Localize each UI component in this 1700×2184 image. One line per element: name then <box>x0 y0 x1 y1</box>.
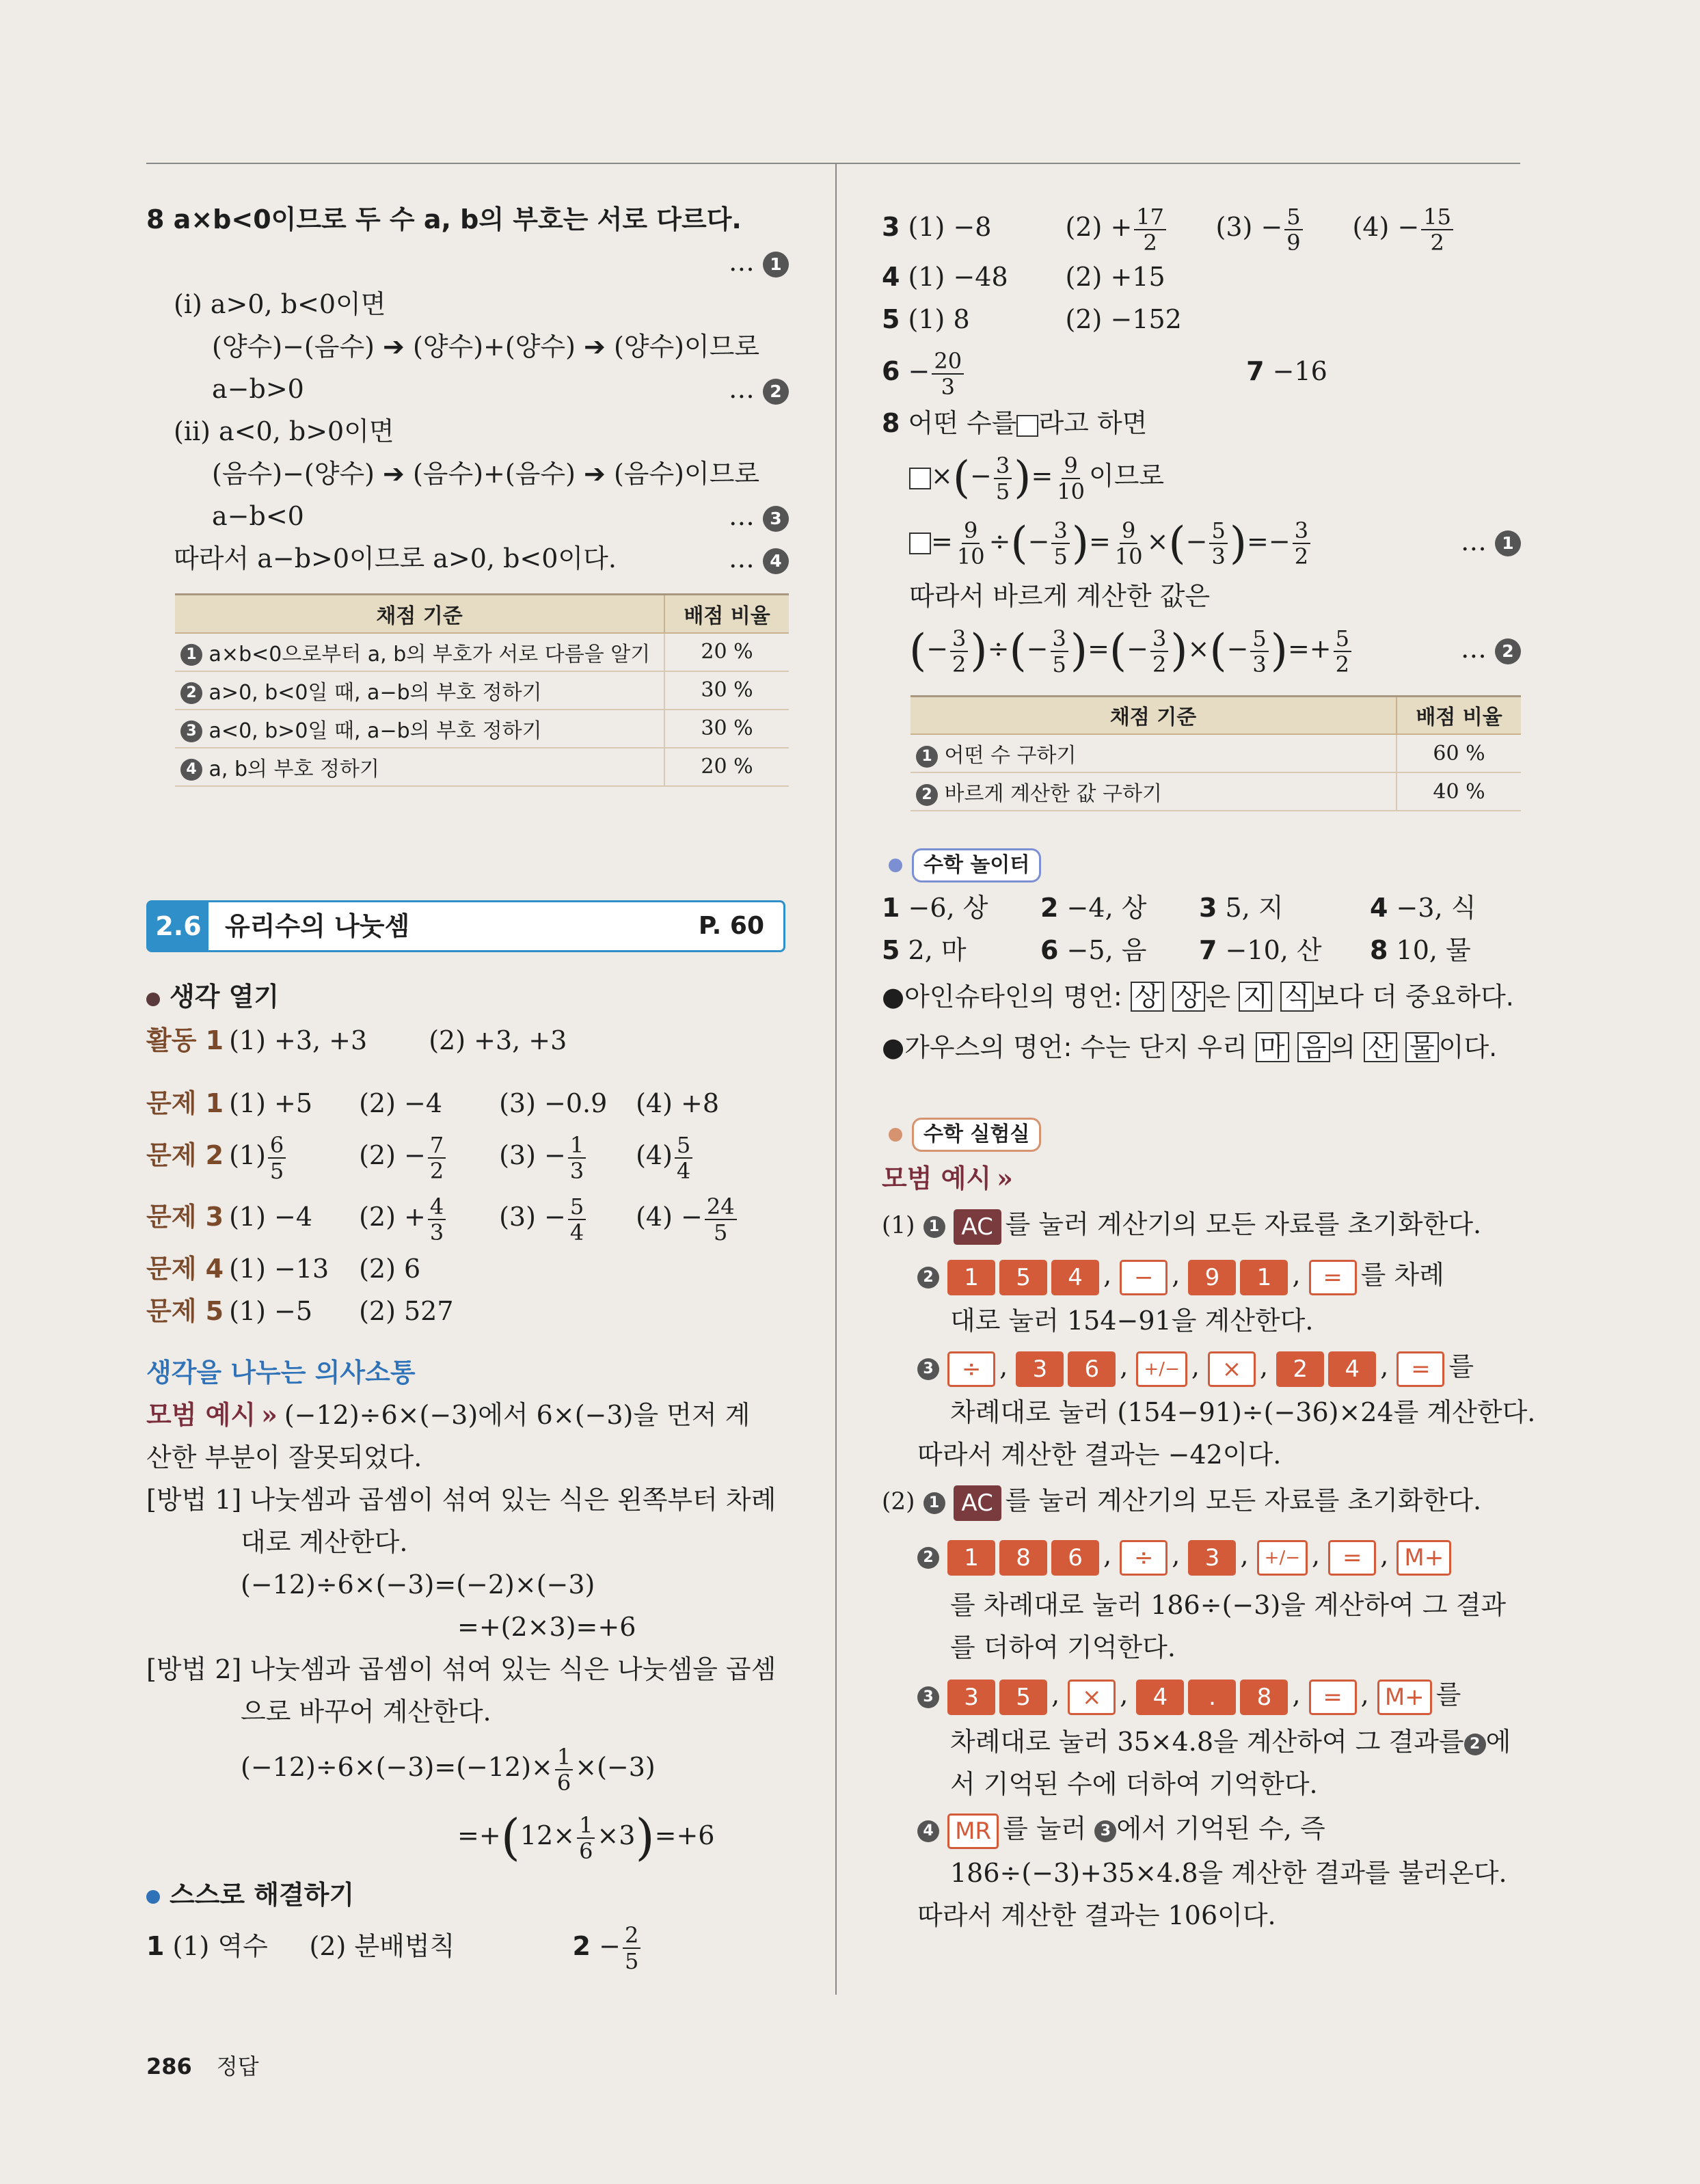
quote-gauss: ●가우스의 명언: 수는 단지 우리 마 음 의 산 물 이다. <box>882 1032 1498 1062</box>
lab-1-step-3b: 차례대로 눌러 (154−91)÷(−36)×24를 계산한다. <box>950 1397 1536 1427</box>
key-equals: = <box>1397 1351 1444 1387</box>
right-column <box>882 198 1536 1937</box>
table-row: 1 어떤 수 구하기 60 % <box>910 734 1521 772</box>
answer-4: 4 (1) −48 (2) +15 <box>882 262 1165 292</box>
step-circle-1: 1 <box>923 1216 945 1238</box>
bullet-icon <box>889 859 902 872</box>
method-2-d: =+(12× $\frac{1}{6}$ ×3)=+6 <box>457 1809 715 1867</box>
step-circle-2: 2 <box>1464 1734 1486 1755</box>
section-page: P. 60 <box>698 912 764 940</box>
case-ii-line: (음수)−(양수) ➔ (음수)+(음수) ➔ (음수)이므로 <box>212 459 760 489</box>
double-chevron-icon: » <box>997 1163 1013 1194</box>
key-1: 1 <box>947 1540 995 1576</box>
bullet-icon <box>146 1890 160 1904</box>
fraction: $\frac{3}{5}$ <box>994 453 1012 504</box>
step-marker-row <box>146 241 789 283</box>
problem-4: 문제 4 (1) −13 (2) 6 <box>146 1254 421 1284</box>
problem-2: 문제 2 (1) $\frac{6}{5}$ (2) − $\frac{7}{2}$ (3) − $\frac{1}{3}$ (4) $\frac{5}{4}$ <box>146 1124 789 1186</box>
top-rule <box>146 163 1520 164</box>
key-4: 4 <box>1328 1351 1376 1387</box>
fraction: $\frac{2}{5}$ <box>623 1923 640 1973</box>
blank-box <box>1016 415 1038 437</box>
eq-2: = $\frac{9}{10}$ ÷(− $\frac{3}{5}$ )= $\frac{9}{10}$ ×(− $\frac{5}{3}$ )=− $\frac{3}{2}$ … 1 <box>882 510 1521 576</box>
lab-2-step-3b: 차례대로 눌러 35×4.8을 계산하여 그 결과를 2 에 <box>950 1727 1511 1757</box>
lab-1-step-2b: 대로 눌러 154−91을 계산한다. <box>950 1306 1314 1336</box>
step-circle-3: 3 <box>763 506 789 532</box>
lab-1-step-3: 3 ÷ , 3 6 , +/− , × , 2 4 , = 를 <box>882 1342 1521 1391</box>
key-4: 4 <box>1051 1260 1099 1295</box>
conclusion: 따라서 a−b>0이므로 a>0, b<0이다. … 4 <box>146 537 789 580</box>
key-plus-minus: +/− <box>1136 1351 1187 1387</box>
left-column <box>146 198 789 787</box>
fraction: $\frac{5}{3}$ <box>1209 518 1227 569</box>
key-m-plus: M+ <box>1397 1540 1451 1576</box>
key-equals: = <box>1328 1540 1376 1576</box>
key-ac: AC <box>954 1485 1001 1521</box>
bullet-icon <box>889 1128 902 1142</box>
step-circle-2: 2 <box>917 1267 939 1289</box>
key-plus-minus: +/− <box>1257 1540 1308 1576</box>
column-divider <box>835 163 837 1995</box>
math-playground-heading: 수학 놀이터 <box>882 839 1521 887</box>
eq-3: (− $\frac{3}{2}$ )÷(− $\frac{3}{5}$ )=(− $\frac{3}{2}$ )×(− $\frac{5}{3}$ )=+ $\frac{5}{2}$ … 2 <box>882 617 1521 683</box>
playground-row-1: 1 −6, 상 2 −4, 상 3 5, 지 4 −3, 식 <box>882 893 1476 923</box>
lab-1-conclusion: 따라서 계산한 결과는 −42이다. <box>917 1440 1282 1470</box>
lab-2-step-1: (2) 1 AC 를 눌러 계산기의 모든 자료를 초기화한다. <box>882 1476 1521 1526</box>
step-circle-1: 1 <box>923 1492 945 1514</box>
fraction: $\frac{1}{6}$ <box>555 1744 573 1795</box>
fraction: $\frac{9}{10}$ <box>956 517 985 569</box>
key-multiply: × <box>1208 1351 1256 1387</box>
method-1-a: [방법 1] 나눗셈과 곱셈이 섞여 있는 식은 왼쪽부터 차례 <box>146 1485 777 1515</box>
section-title: 유리수의 나눗셈 <box>225 911 410 941</box>
step-circle-4: 4 <box>917 1820 939 1842</box>
method-1-b: 대로 계산한다. <box>241 1527 408 1557</box>
eq-1: ×(− $\frac{3}{5}$ )= $\frac{9}{10}$ 이므로 <box>882 444 1521 510</box>
page-number: 286 <box>146 2053 192 2079</box>
key-3: 3 <box>1016 1351 1064 1387</box>
answer-8-intro: 8 어떤 수를 라고 하면 <box>882 408 1148 438</box>
key-5: 5 <box>999 1260 1047 1295</box>
case-i-line: (양수)−(음수) ➔ (양수)+(양수) ➔ (양수)이므로 <box>212 332 760 362</box>
key-1: 1 <box>1240 1260 1288 1295</box>
think-heading: 생각 열기 <box>146 974 789 1019</box>
key-m-plus: M+ <box>1377 1680 1432 1715</box>
method-1-c: (−12)÷6×(−3)=(−2)×(−3) <box>241 1569 595 1600</box>
fraction: $\frac{9}{10}$ <box>1057 452 1085 504</box>
section-header <box>146 900 785 952</box>
table-row: 3 a<0, b>0일 때, a−b의 부호 정하기 30 % <box>175 710 789 748</box>
key-9: 9 <box>1188 1260 1236 1295</box>
table-row: 4 a, b의 부호 정하기 20 % <box>175 748 789 786</box>
lab-2-step-3: 3 3 5 , × , 4 . 8 , = , M+ 를 <box>882 1669 1521 1721</box>
activity-1: 활동 1 (1) +3, +3 (2) +3, +3 <box>146 1025 567 1055</box>
math-lab-heading: 수학 실험실 <box>882 1107 1521 1157</box>
table-row: 2 바르게 계산한 값 구하기 40 % <box>910 772 1521 811</box>
key-divide: ÷ <box>1120 1540 1168 1576</box>
key-equals: = <box>1309 1680 1357 1715</box>
key-3: 3 <box>947 1680 995 1715</box>
lab-2-conclusion: 따라서 계산한 결과는 106이다. <box>917 1900 1276 1930</box>
step-circle-3: 3 <box>1094 1820 1116 1842</box>
step-circle-3: 3 <box>917 1358 939 1380</box>
step-circle-4: 4 <box>763 548 789 574</box>
fraction: $\frac{24}{5}$ <box>705 1194 737 1245</box>
step-circle-2: 2 <box>763 379 789 405</box>
lab-2-step-4: 4 MR 를 눌러 3 에서 기억된 수, 즉 <box>882 1805 1521 1852</box>
scoring-table-right <box>910 695 1521 812</box>
comm-line-2: 산한 부분이 잘못되었다. <box>146 1442 422 1472</box>
method-1-d: =+(2×3)=+6 <box>457 1612 636 1642</box>
case-i-result: a−b>0 … 2 <box>146 368 789 410</box>
lab-model: 모범 예시 » <box>882 1163 1013 1194</box>
lab-2-step-2b: 를 차례대로 눌러 186÷(−3)을 계산하여 그 결과 <box>950 1590 1507 1620</box>
method-2-b: 으로 바꾸어 계산한다. <box>241 1697 491 1727</box>
fraction: $\frac{5}{9}$ <box>1284 204 1302 255</box>
table-row: 1 a×b<0으로부터 a, b의 부호가 서로 다름을 알기 20 % <box>175 633 789 671</box>
fraction: $\frac{17}{2}$ <box>1134 204 1166 255</box>
double-chevron-icon: » <box>261 1399 278 1430</box>
key-5: 5 <box>999 1680 1047 1715</box>
fraction: $\frac{20}{3}$ <box>932 349 964 399</box>
table-header-criteria: 채점 기준 <box>175 595 664 633</box>
scoring-table-left <box>175 593 789 787</box>
ellipsis: … <box>728 247 755 277</box>
fraction: $\frac{5}{2}$ <box>1334 626 1351 677</box>
self-solve-heading: 스스로 해결하기 <box>146 1872 789 1917</box>
lab-1-step-1: (1) 1 AC 를 눌러 계산기의 모든 자료를 초기화한다. <box>882 1200 1521 1250</box>
step-circle-2: 2 <box>917 1547 939 1569</box>
fraction: $\frac{3}{5}$ <box>1051 626 1068 677</box>
step-circle-3: 3 <box>917 1686 939 1708</box>
problem-5: 문제 5 (1) −5 (2) 527 <box>146 1296 454 1326</box>
section-number: 2.6 <box>148 902 208 950</box>
fraction: $\frac{3}{2}$ <box>950 626 968 677</box>
table-header-ratio: 배점 비율 <box>664 595 789 633</box>
key-dot: . <box>1188 1680 1236 1715</box>
communication-heading: 생각을 나누는 의사소통 <box>146 1358 416 1388</box>
step-circle-1: 1 <box>763 252 789 278</box>
lab-1-step-2: 2 1 5 4 , − , 9 1 , = 를 차례 <box>882 1250 1521 1299</box>
case-ii-result: a−b<0 … 3 <box>146 495 789 537</box>
footer <box>146 2049 259 2081</box>
bullet-icon <box>146 993 160 1006</box>
comm-line-1: 모범 예시 » (−12)÷6×(−3)에서 6×(−3)을 먼저 계 <box>146 1399 751 1430</box>
case-ii: (ⅱ) a<0, b>0이면 <box>174 416 394 446</box>
fraction: $\frac{7}{2}$ <box>428 1133 446 1183</box>
fraction: $\frac{4}{3}$ <box>428 1194 446 1245</box>
fraction: $\frac{5}{4}$ <box>568 1194 586 1245</box>
fraction: $\frac{3}{5}$ <box>1051 518 1069 569</box>
table-header-criteria: 채점 기준 <box>910 696 1397 734</box>
method-2-c: (−12)÷6×(−3)=(−12)× $\frac{1}{6}$ ×(−3) <box>241 1743 656 1796</box>
left-column-lower <box>146 974 789 1975</box>
fraction: $\frac{3}{2}$ <box>1150 626 1168 677</box>
fraction: $\frac{5}{4}$ <box>675 1133 692 1183</box>
answer-5: 5 (1) 8 (2) −152 <box>882 304 1182 334</box>
key-6: 6 <box>1068 1351 1116 1387</box>
lab-2-step-3d: 서 기억된 수에 더하여 기억한다. <box>950 1769 1318 1799</box>
key-4: 4 <box>1136 1680 1184 1715</box>
fraction: $\frac{9}{10}$ <box>1114 517 1143 569</box>
problem-8-intro: 8 a×b<0이므로 두 수 a, b의 부호는 서로 다르다. <box>146 204 742 234</box>
fraction: $\frac{6}{5}$ <box>268 1133 286 1183</box>
key-1: 1 <box>947 1260 995 1295</box>
problem-3: 문제 3 (1) −4 (2) + $\frac{4}{3}$ (3) − $\frac{5}{4}$ (4) − $\frac{24}{5}$ <box>146 1186 789 1248</box>
eq-conclusion: 따라서 바르게 계산한 값은 <box>909 581 1211 611</box>
key-minus: − <box>1120 1260 1168 1295</box>
answer-3: 3 (1) −8 (2) + $\frac{17}{2}$ (3) − $\frac{5}{9}$ (4) − $\frac{15}{2}$ <box>882 198 1521 256</box>
footer-label: 정답 <box>216 2053 259 2079</box>
key-mr: MR <box>947 1814 999 1849</box>
lab-2-step-4c: 186÷(−3)+35×4.8을 계산한 결과를 불러온다. <box>950 1858 1507 1888</box>
key-equals: = <box>1309 1260 1357 1295</box>
answer-6-7: 6 − $\frac{20}{3}$ 7 −16 <box>882 347 1327 400</box>
scoring-table-left-wrap <box>175 593 789 787</box>
case-i: (ⅰ) a>0, b<0이면 <box>174 289 386 319</box>
fraction: $\frac{1}{3}$ <box>568 1133 586 1183</box>
key-3: 3 <box>1188 1540 1236 1576</box>
fraction: $\frac{3}{2}$ <box>1293 518 1310 569</box>
problem-1: 문제 1 (1) +5 (2) −4 (3) −0.9 (4) +8 <box>146 1088 720 1118</box>
step-circle-1: 1 <box>1495 530 1521 556</box>
step-circle-2: 2 <box>1495 638 1521 664</box>
playground-row-2: 5 2, 마 6 −5, 음 7 −10, 산 8 10, 물 <box>882 935 1471 965</box>
lab-2-step-2c: 를 더하여 기억한다. <box>950 1632 1176 1662</box>
fraction: $\frac{1}{6}$ <box>577 1813 595 1863</box>
key-divide: ÷ <box>947 1351 995 1387</box>
fraction: $\frac{5}{3}$ <box>1250 626 1268 677</box>
fraction: $\frac{15}{2}$ <box>1421 204 1453 255</box>
quote-einstein: ●아인슈타인의 명언: 상 상 은 지 식 보다 더 중요하다. <box>882 982 1514 1012</box>
table-row: 2 a>0, b<0일 때, a−b의 부호 정하기 30 % <box>175 671 789 710</box>
key-ac: AC <box>954 1209 1001 1245</box>
key-multiply: × <box>1068 1680 1116 1715</box>
self-solve-answers: 1 (1) 역수 (2) 분배법칙 2 − $\frac{2}{5}$ <box>146 1917 789 1975</box>
method-2-a: [방법 2] 나눗셈과 곱셈이 섞여 있는 식은 나눗셈을 곱셈 <box>146 1654 777 1684</box>
key-8: 8 <box>999 1540 1047 1576</box>
key-8: 8 <box>1240 1680 1288 1715</box>
table-header-ratio: 배점 비율 <box>1397 696 1521 734</box>
blank-box <box>909 468 931 489</box>
lab-2-step-2: 2 1 8 6 , ÷ , 3 , +/− , = , M+ <box>882 1526 1521 1584</box>
scoring-table-right-wrap <box>910 695 1521 812</box>
key-6: 6 <box>1051 1540 1099 1576</box>
blank-box <box>909 532 931 554</box>
key-2: 2 <box>1276 1351 1324 1387</box>
